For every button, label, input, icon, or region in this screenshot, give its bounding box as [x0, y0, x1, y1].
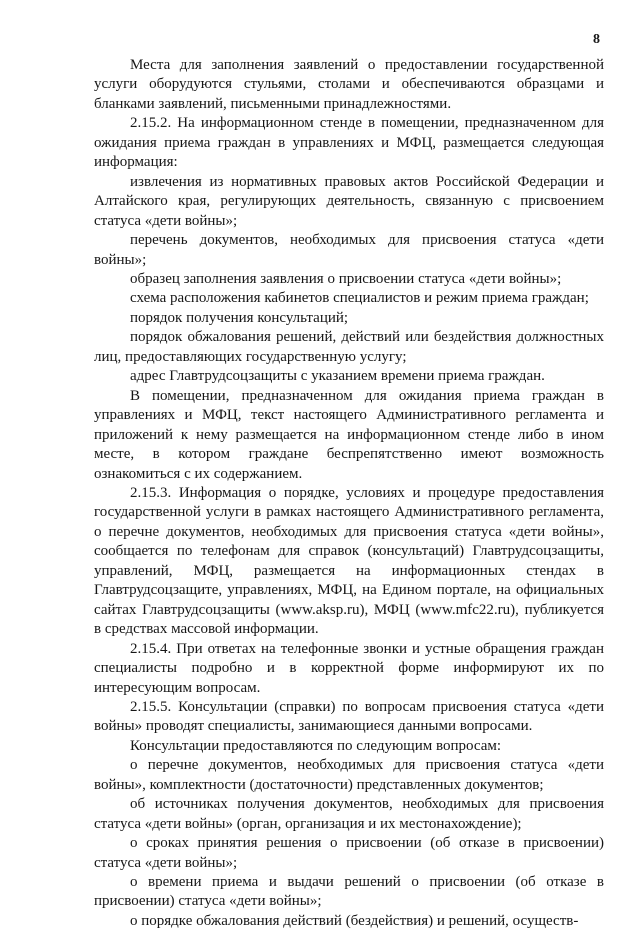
paragraph-legal-extracts: извлечения из нормативных правовых актов Российской Федерации и Алтайского края, регулирующих деятельность, связанную с присвоением статуса «дети войны»; — [94, 173, 604, 229]
paragraph-application-sample: образец заполнения заявления о присвоении статуса «дети войны»; — [130, 270, 562, 287]
paragraph-2-15-5: 2.15.5. Консультации (справки) по вопросам присвоения статуса «дети войны» проводят специалисты, занимающиеся данными вопросами. — [94, 698, 604, 735]
paragraph-consultation-order: порядок получения консультаций; — [130, 309, 349, 326]
paragraph-regulation-placement: В помещении, предназначенном для ожидания приема граждан в управлениях и МФЦ, текст настоящего Административного регламента и приложений к нему размещается на информационном стенде либо в ином месте, в котором граждане беспрепятственно имеют возможность ознакомиться с их содержанием. — [94, 387, 604, 482]
paragraph-topic-reception-time: о времени приема и выдачи решений о присвоении (об отказе в присвоении) статуса «дети войны»; — [94, 874, 604, 910]
paragraph-topic-sources: об источниках получения документов, необходимых для присвоения статуса «дети войны» (орган, организация и их местонахождение); — [94, 796, 604, 832]
paragraph-appeal-order: порядок обжалования решений, действий или бездействия должностных лиц, предоставляющих государственную услугу; — [94, 329, 604, 365]
paragraph-2-15-3: 2.15.3. Информация о порядке, условиях и процедуре предоставления государственной услуги в рамках настоящего Административного регламента, о перечне документов, необходимых для присвоения статуса «дети войны», сообщается по телефонам для справок (консультаций) Главтрудсоцзащиты, управлений, МФЦ, размещается на информационных стендах в Главтрудсоцзащите, управлениях, МФЦ, на Едином портале, на официальных сайтах Главтрудсоцзащиты (www.aksp.ru), МФЦ (www.mfc22.ru), публикуется в средствах массовой информации. — [94, 484, 604, 638]
paragraph-consultation-topics: Консультации предоставляются по следующим вопросам: — [130, 737, 502, 754]
paragraph-topic-deadlines: о сроках принятия решения о присвоении (об отказе в присвоении) статуса «дети войны»; — [94, 835, 604, 871]
paragraph-topic-appeal: о порядке обжалования действий (бездействия) и решений, осуществ- — [130, 912, 579, 929]
page-number: 8 — [593, 32, 600, 47]
paragraph-2-15-2: 2.15.2. На информационном стенде в помещении, предназначенном для ожидания приема граждан в управлениях и МФЦ, размещается следующая информация: — [94, 115, 604, 171]
paragraph-2-15-4: 2.15.4. При ответах на телефонные звонки и устные обращения граждан специалисты подробно и в корректной форме информируют их по интересующим вопросам. — [94, 640, 604, 696]
paragraph-documents-list: перечень документов, необходимых для присвоения статуса «дети войны»; — [94, 232, 604, 268]
paragraph-forms-places: Места для заполнения заявлений о предоставлении государственной услуги оборудуются стульями, столами и обеспечиваются образцами и бланками заявлений, письменными принадлежностями. — [94, 57, 604, 112]
paragraph-office-scheme: схема расположения кабинетов специалистов и режим приема граждан; — [130, 290, 589, 307]
paragraph-topic-documents: о перечне документов, необходимых для присвоения статуса «дети войны», комплектности (достаточности) представленных документов; — [94, 757, 604, 793]
paragraph-address: адрес Главтрудсоцзащиты с указанием времени приема граждан. — [130, 368, 545, 385]
document-body — [94, 56, 604, 931]
